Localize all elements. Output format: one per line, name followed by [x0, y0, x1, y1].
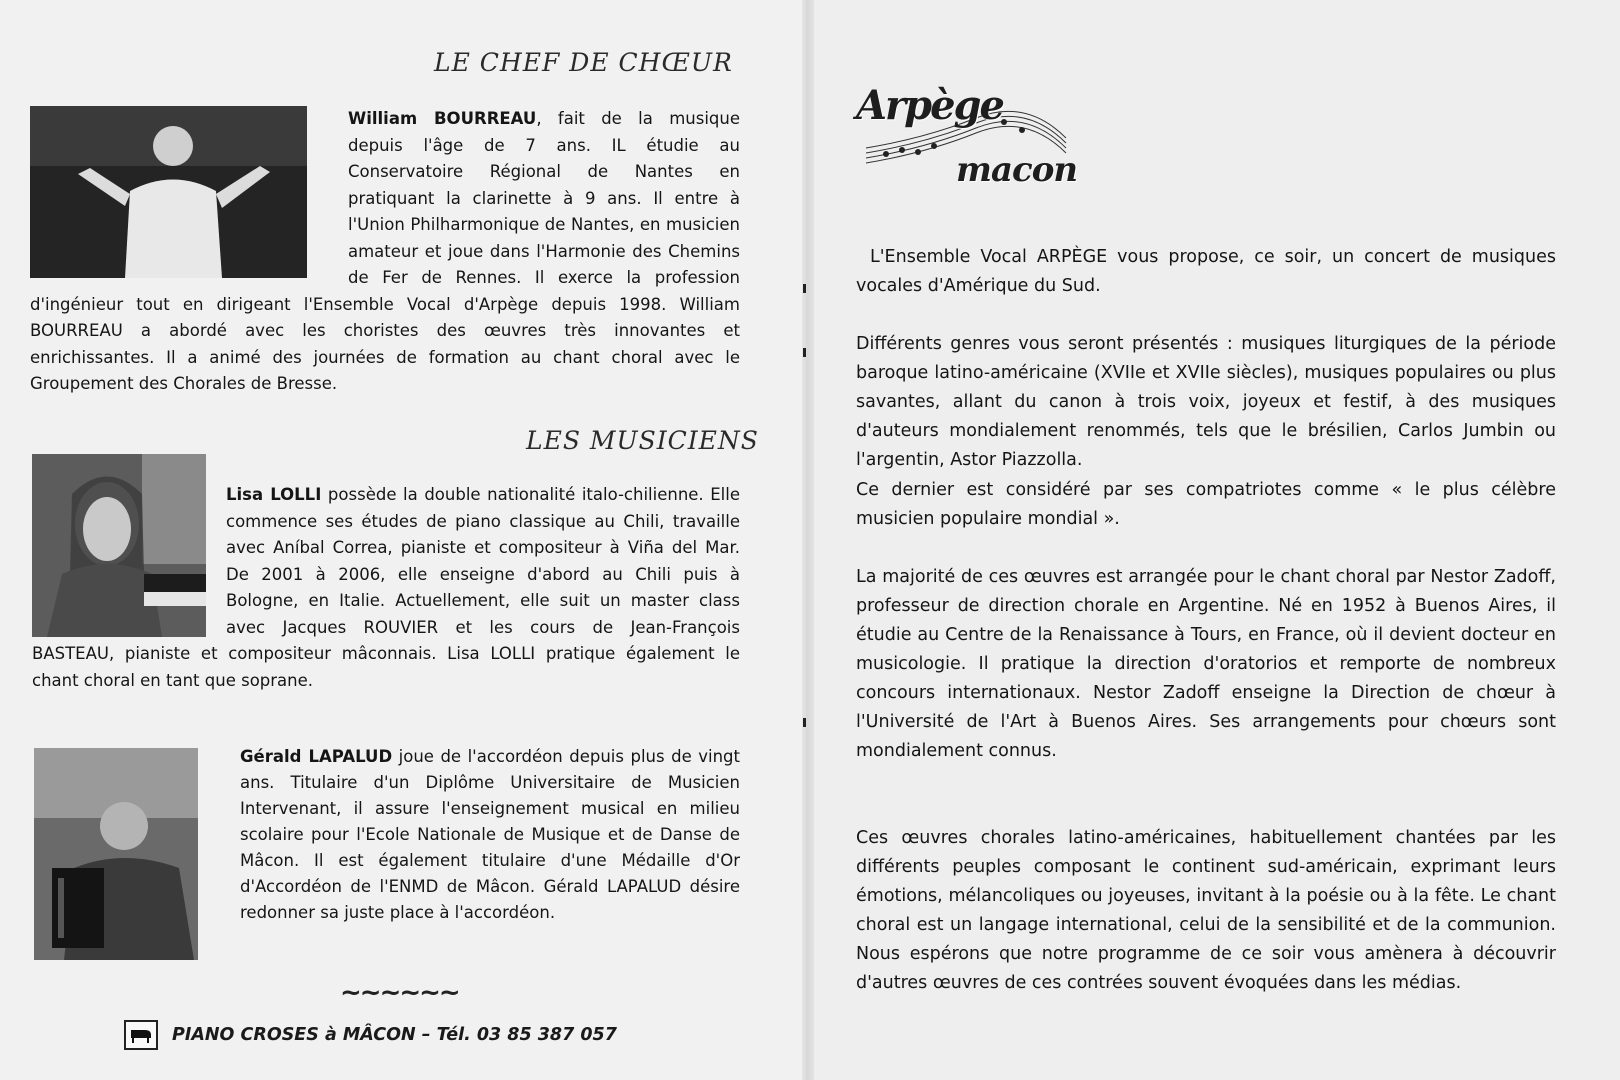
photo-gerald-lapalud [34, 748, 198, 960]
accordionist-photo-icon [34, 748, 198, 960]
genres-paragraph: Différents genres vous seront présentés : musiques liturgiques de la période baroque latino-américaine (XVIIe et XVIIe siècles), musiques populaires ou plus savantes, allant du canon à trois voix, joyeux et festif, à des musiques d'auteurs mondialement renommés, tels que le brésilien, Carlos Jumbin ou l'argentin, Astor Piazzolla. [856, 334, 1556, 470]
footer-text: PIANO CROSES à MÂCON – Tél. 03 85 387 057 [172, 1025, 617, 1045]
logo-line1: Arpège [856, 82, 1003, 129]
logo-line2: macon [956, 150, 1078, 190]
separator: ~~~~~~ [340, 978, 459, 1008]
intro-paragraph: L'Ensemble Vocal ARPÈGE vous propose, ce soir, un concert de musiques vocales d'Amérique du Sud. [856, 247, 1556, 296]
piano-icon [124, 1020, 158, 1050]
fold-mark [803, 348, 806, 357]
fold-mark [803, 718, 806, 727]
page-fold [802, 0, 814, 1080]
chef-heading: LE CHEF DE CHŒUR [434, 48, 733, 77]
gerald-name: Gérald LAPALUD [240, 747, 393, 766]
footer [124, 1020, 617, 1050]
chef-name: William BOURREAU [348, 109, 537, 128]
lisa-bio [32, 482, 740, 694]
chef-bio [30, 106, 740, 398]
chef-text: , fait de la musique depuis l'âge de 7 ans. IL étudie au Conservatoire Régional de Nantes en pratiquant la clarinette à 9 ans. Il entre à l'Union Philharmonique de Nantes, en musicien amateur et joue dans l'Harmonie des Chemins de Fer de Rennes. Il exerce la profession d'ingénieur tout en dirigeant l'Ensemble Vocal d'Arpège depuis 1998. William BOURREAU a abordé avec les choristes des œuvres très innovantes et enrichissantes. Il a animé des journées de formation au chant choral avec le Groupement des Chorales de Bresse. [30, 109, 740, 393]
fold-mark [803, 284, 806, 293]
lisa-name: Lisa LOLLI [226, 485, 322, 504]
gerald-text: joue de l'accordéon depuis plus de vingt ans. Titulaire d'un Diplôme Universitaire de Musicien Intervenant, il assure l'enseignement musical en milieu scolaire pour l'Ecole Nationale de Musique et de Danse de Mâcon. Il est également titulaire d'une Médaille d'Or d'Accordéon de l'ENMD de Mâcon. Gérald LAPALUD désire redonner sa juste place à l'accordéon. [240, 747, 740, 922]
arpege-macon-logo [856, 78, 1076, 198]
musiciens-heading: LES MUSICIENS [526, 426, 759, 455]
lisa-text: possède la double nationalité italo-chilienne. Elle commence ses études de piano classique au Chili, travaille avec Aníbal Correa, pianiste et compositeur à Viña del Mar. De 2001 à 2006, elle enseigne d'abord au Chili puis à Bologne, en Italie. Actuellement, elle suit un master class avec Jacques ROUVIER et les cours de Jean-François BASTEAU, pianiste et compositeur mâconnais. Lisa LOLLI pratique également le chant choral en tant que soprane. [32, 485, 740, 690]
zadoff-paragraph: La majorité de ces œuvres est arrangée pour le chant choral par Nestor Zadoff, professeur de direction chorale en Argentine. Né en 1952 à Buenos Aires, il étudie au Centre de la Renaissance à Tours, en France, où il devient docteur en musicologie. Il pratique la direction d'oratorios et remporte de nombreux concours internationaux. Nestor Zadoff enseigne la Direction de chœur à l'Université de l'Art à Buenos Aires. Ses arrangements pour chœurs sont mondialement connus. [856, 567, 1556, 761]
gerald-bio [240, 744, 740, 926]
piazzolla-paragraph: Ce dernier est considéré par ses compatriotes comme « le plus célèbre musicien populaire mondial ». [856, 480, 1556, 529]
closing-paragraph: Ces œuvres chorales latino-américaines, habituellement chantées par les différents peuples composant le continent sud-américain, exprimant leurs émotions, mélancoliques ou joyeuses, invitant à la poésie ou à la fête. Le chant choral est un langage international, celui de la sensibilité et de la communion. Nous espérons que notre programme de ce soir vous amènera à découvrir d'autres œuvres de ces contrées souvent évoquées dans les médias. [856, 828, 1556, 993]
